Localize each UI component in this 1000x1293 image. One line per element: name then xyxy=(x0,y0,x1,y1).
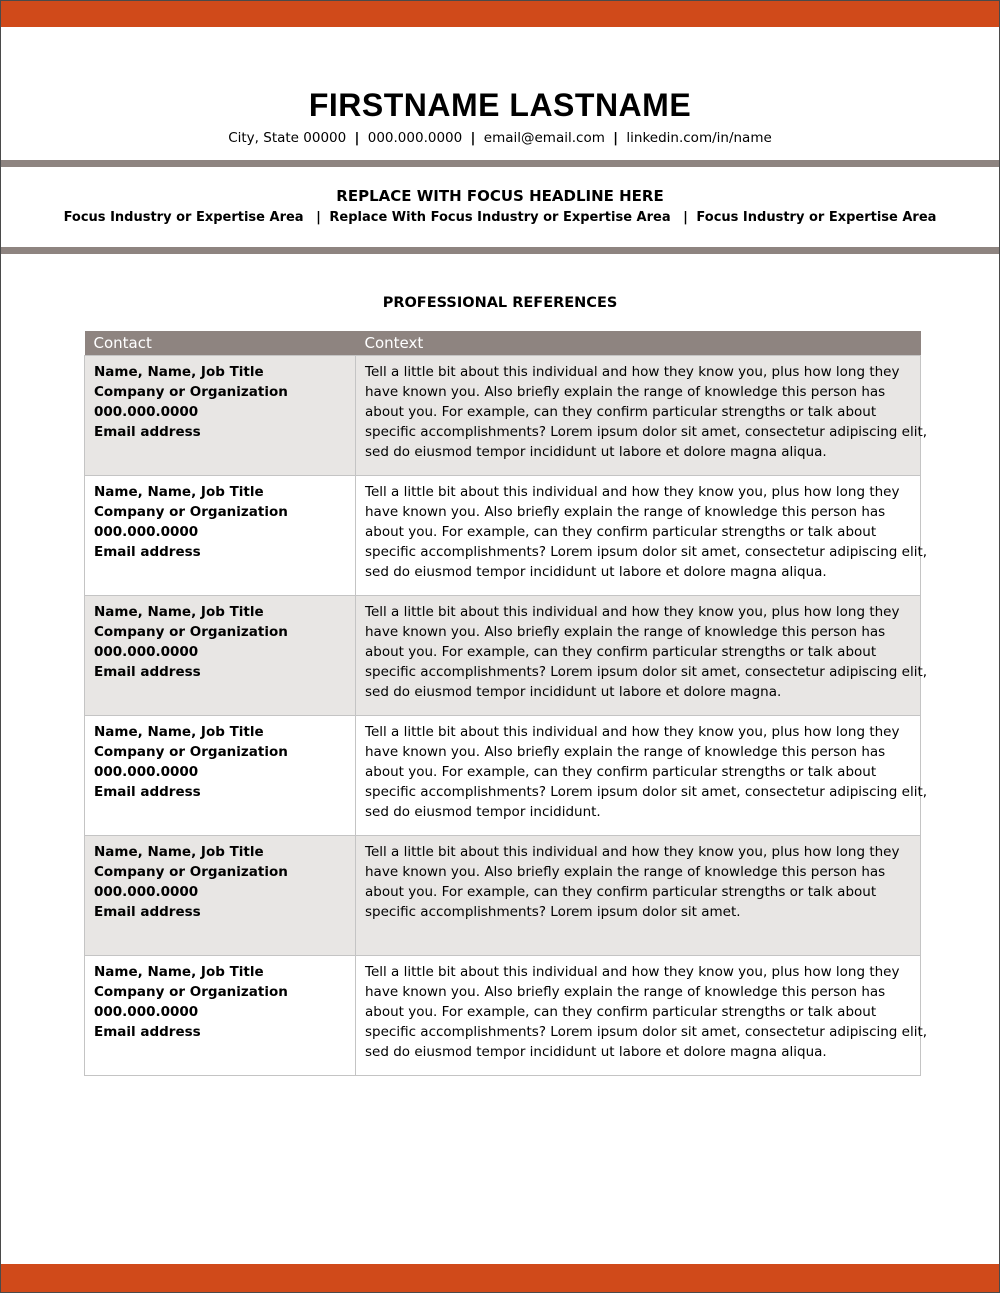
contact-info-line xyxy=(1,128,999,148)
reference-context-line: Tell a little bit about this individual and how they know you, plus how long they xyxy=(365,964,900,980)
reference-name: Name, Name, Job Title xyxy=(94,364,264,380)
column-header-context: Context xyxy=(356,331,921,356)
reference-context-cell xyxy=(356,596,928,716)
separator: | xyxy=(683,210,688,225)
reference-email: Email address xyxy=(94,1024,201,1040)
table-header-row xyxy=(85,331,921,356)
reference-name: Name, Name, Job Title xyxy=(94,604,264,620)
reference-row xyxy=(85,476,921,596)
reference-context-line: about you. For example, can they confirm particular strengths or talk about xyxy=(365,644,877,660)
reference-context-cell xyxy=(356,956,928,1076)
reference-context-line: about you. For example, can they confirm particular strengths or talk about xyxy=(365,764,877,780)
reference-email: Email address xyxy=(94,544,201,560)
top-accent-bar xyxy=(1,1,999,27)
reference-context-line: specific accomplishments? Lorem ipsum dolor sit amet, consectetur adipiscing elit, xyxy=(365,424,928,440)
reference-context-line: have known you. Also briefly explain the range of knowledge this person has xyxy=(365,984,886,1000)
focus-headline: REPLACE WITH FOCUS HEADLINE HERE xyxy=(336,187,664,205)
reference-context-line: sed do eiusmod tempor incididunt. xyxy=(365,804,601,820)
reference-email: Email address xyxy=(94,784,201,800)
reference-context-line: about you. For example, can they confirm particular strengths or talk about xyxy=(365,404,877,420)
reference-context-line: sed do eiusmod tempor incididunt ut labore et dolore magna. xyxy=(365,684,782,700)
reference-phone: 000.000.0000 xyxy=(94,404,199,420)
reference-email: Email address xyxy=(94,424,201,440)
separator: | xyxy=(316,210,321,225)
reference-name: Name, Name, Job Title xyxy=(94,964,264,980)
reference-context-line: Tell a little bit about this individual and how they know you, plus how long they xyxy=(365,364,900,380)
reference-phone: 000.000.0000 xyxy=(94,1004,199,1020)
reference-context-line: have known you. Also briefly explain the range of knowledge this person has xyxy=(365,384,886,400)
reference-context-line: about you. For example, can they confirm particular strengths or talk about xyxy=(365,524,877,540)
reference-row xyxy=(85,356,921,476)
location-text: City, State 00000 xyxy=(228,130,347,146)
reference-row xyxy=(85,836,921,956)
reference-row xyxy=(85,596,921,716)
reference-context-cell xyxy=(356,836,921,956)
reference-context-line: about you. For example, can they confirm particular strengths or talk about xyxy=(365,1004,877,1020)
reference-context-line: have known you. Also briefly explain the range of knowledge this person has xyxy=(365,744,886,760)
reference-context-line: specific accomplishments? Lorem ipsum dolor sit amet, consectetur adipiscing elit, xyxy=(365,544,928,560)
focus-areas-line xyxy=(1,208,999,228)
bottom-accent-bar xyxy=(1,1264,999,1292)
reference-company: Company or Organization xyxy=(94,984,288,1000)
reference-email: Email address xyxy=(94,904,201,920)
reference-context-cell xyxy=(356,716,928,836)
header-divider-bottom xyxy=(1,247,999,254)
reference-contact-cell xyxy=(85,476,356,596)
reference-context-line: Tell a little bit about this individual and how they know you, plus how long they xyxy=(365,724,900,740)
reference-context-cell xyxy=(356,476,928,596)
reference-context-line: about you. For example, can they confirm particular strengths or talk about xyxy=(365,884,877,900)
reference-name: Name, Name, Job Title xyxy=(94,484,264,500)
reference-context-line: specific accomplishments? Lorem ipsum dolor sit amet, consectetur adipiscing elit, xyxy=(365,1024,928,1040)
reference-contact-cell xyxy=(85,356,356,476)
phone-text: 000.000.0000 xyxy=(367,130,463,146)
reference-context-line: have known you. Also briefly explain the range of knowledge this person has xyxy=(365,624,886,640)
reference-context-line: sed do eiusmod tempor incididunt ut labore et dolore magna aliqua. xyxy=(365,1044,827,1060)
reference-company: Company or Organization xyxy=(94,384,288,400)
reference-phone: 000.000.0000 xyxy=(94,524,199,540)
reference-contact-cell xyxy=(85,716,356,836)
reference-context-line: specific accomplishments? Lorem ipsum dolor sit amet, consectetur adipiscing elit, xyxy=(365,664,928,680)
reference-company: Company or Organization xyxy=(94,864,288,880)
reference-contact-cell xyxy=(85,596,356,716)
reference-contact-cell xyxy=(85,836,356,956)
reference-phone: 000.000.0000 xyxy=(94,644,199,660)
reference-phone: 000.000.0000 xyxy=(94,884,199,900)
linkedin-text: linkedin.com/in/name xyxy=(626,130,772,146)
focus-area-1: Focus Industry or Expertise Area xyxy=(63,210,304,225)
section-title: PROFESSIONAL REFERENCES xyxy=(382,295,618,311)
reference-context-line: specific accomplishments? Lorem ipsum dolor sit amet. xyxy=(365,904,741,920)
email-text: email@email.com xyxy=(483,130,605,146)
reference-context-line: sed do eiusmod tempor incididunt ut labore et dolore magna aliqua. xyxy=(365,444,827,460)
focus-area-3: Focus Industry or Expertise Area xyxy=(696,210,937,225)
reference-company: Company or Organization xyxy=(94,624,288,640)
reference-company: Company or Organization xyxy=(94,504,288,520)
reference-company: Company or Organization xyxy=(94,744,288,760)
separator: | xyxy=(470,130,476,146)
focus-area-2: Replace With Focus Industry or Expertise Area xyxy=(329,210,671,225)
reference-row xyxy=(85,956,921,1076)
reference-name: Name, Name, Job Title xyxy=(94,844,264,860)
separator: | xyxy=(354,130,360,146)
reference-row xyxy=(85,716,921,836)
references-table xyxy=(84,331,928,1076)
candidate-name: FIRSTNAME LASTNAME xyxy=(308,87,692,123)
column-header-contact: Contact xyxy=(85,331,356,356)
reference-email: Email address xyxy=(94,664,201,680)
reference-context-line: Tell a little bit about this individual and how they know you, plus how long they xyxy=(365,844,900,860)
separator: | xyxy=(613,130,619,146)
reference-context-line: specific accomplishments? Lorem ipsum dolor sit amet, consectetur adipiscing elit, xyxy=(365,784,928,800)
reference-contact-cell xyxy=(85,956,356,1076)
reference-context-line: have known you. Also briefly explain the range of knowledge this person has xyxy=(365,864,886,880)
header-divider-top xyxy=(1,160,999,167)
reference-context-line: sed do eiusmod tempor incididunt ut labore et dolore magna aliqua. xyxy=(365,564,827,580)
reference-phone: 000.000.0000 xyxy=(94,764,199,780)
reference-name: Name, Name, Job Title xyxy=(94,724,264,740)
reference-context-line: Tell a little bit about this individual and how they know you, plus how long they xyxy=(365,484,900,500)
reference-context-cell xyxy=(356,356,928,476)
reference-context-line: Tell a little bit about this individual and how they know you, plus how long they xyxy=(365,604,900,620)
reference-context-line: have known you. Also briefly explain the range of knowledge this person has xyxy=(365,504,886,520)
